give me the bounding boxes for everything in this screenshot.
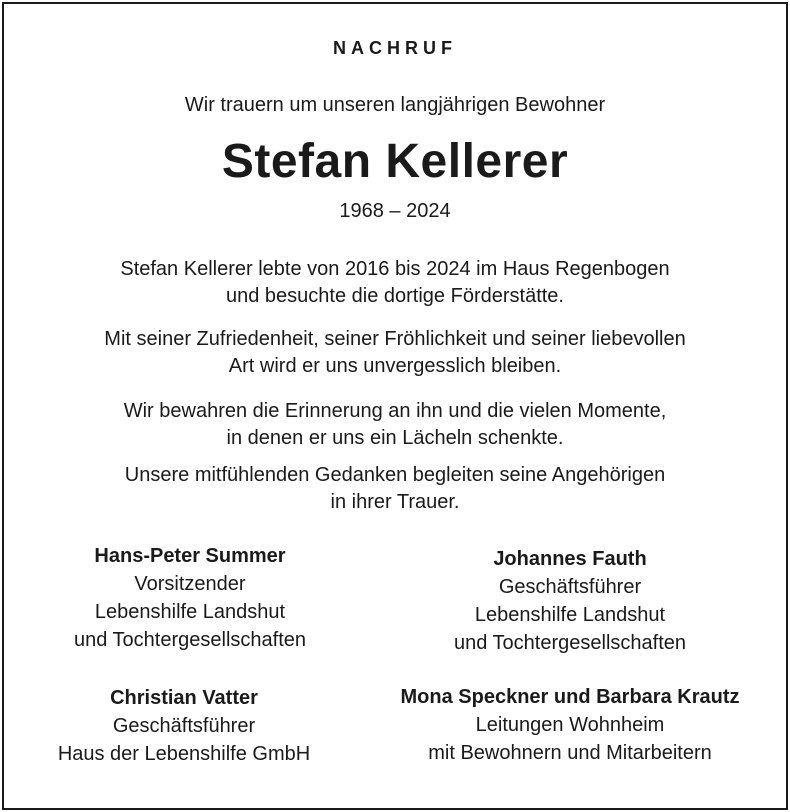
signature-block-3 xyxy=(14,684,354,768)
paragraph-2 xyxy=(0,326,790,380)
signatory-line: mit Bewohnern und Mitarbeitern xyxy=(428,742,712,764)
paragraph-3 xyxy=(0,398,790,452)
signatory-line: Geschäftsführer xyxy=(112,715,256,737)
signatory-line: Lebenshilfe Landshut xyxy=(94,601,286,623)
signatory-line: und Tochtergesellschaften xyxy=(453,632,686,654)
paragraph-line: und besuchte die dortige Förderstätte. xyxy=(226,285,564,307)
signatory-name: Christian Vatter xyxy=(110,687,258,709)
signature-block-1 xyxy=(20,542,360,654)
life-years: 1968 – 2024 xyxy=(339,200,451,222)
paragraph-line: Mit seiner Zufriedenheit, seiner Fröhlichkeit und seiner liebevollen xyxy=(104,328,686,350)
signatory-line: Vorsitzender xyxy=(134,573,246,595)
signatory-name: Hans-Peter Summer xyxy=(94,545,286,567)
signatory-line: Haus der Lebenshilfe GmbH xyxy=(57,743,311,765)
paragraph-line: Wir bewahren die Erinnerung an ihn und die vielen Momente, xyxy=(123,400,667,422)
paragraph-4 xyxy=(0,462,790,516)
paragraph-line: Art wird er uns unvergesslich bleiben. xyxy=(228,355,562,377)
paragraph-line: in denen er uns ein Lächeln schenkte. xyxy=(226,427,564,449)
notice-heading: NACHRUF xyxy=(333,38,457,58)
signatory-name: Mona Speckner und Barbara Krautz xyxy=(400,686,740,708)
signatory-line: Geschäftsführer xyxy=(498,576,642,598)
signatory-line: und Tochtergesellschaften xyxy=(73,629,306,651)
signatory-line: Lebenshilfe Landshut xyxy=(474,604,666,626)
paragraph-1 xyxy=(0,256,790,310)
paragraph-line: Stefan Kellerer lebte von 2016 bis 2024 im Haus Regenbogen xyxy=(120,258,670,280)
intro-line: Wir trauern um unseren langjährigen Bewohner xyxy=(184,94,606,116)
deceased-name: Stefan Kellerer xyxy=(221,135,569,188)
signature-block-4 xyxy=(360,683,780,767)
signatory-line: Leitungen Wohnheim xyxy=(475,714,665,736)
signatory-name: Johannes Fauth xyxy=(493,548,647,570)
paragraph-line: in ihrer Trauer. xyxy=(330,491,460,513)
paragraph-line: Unsere mitfühlenden Gedanken begleiten seine Angehörigen xyxy=(124,464,666,486)
signature-block-2 xyxy=(400,545,740,657)
